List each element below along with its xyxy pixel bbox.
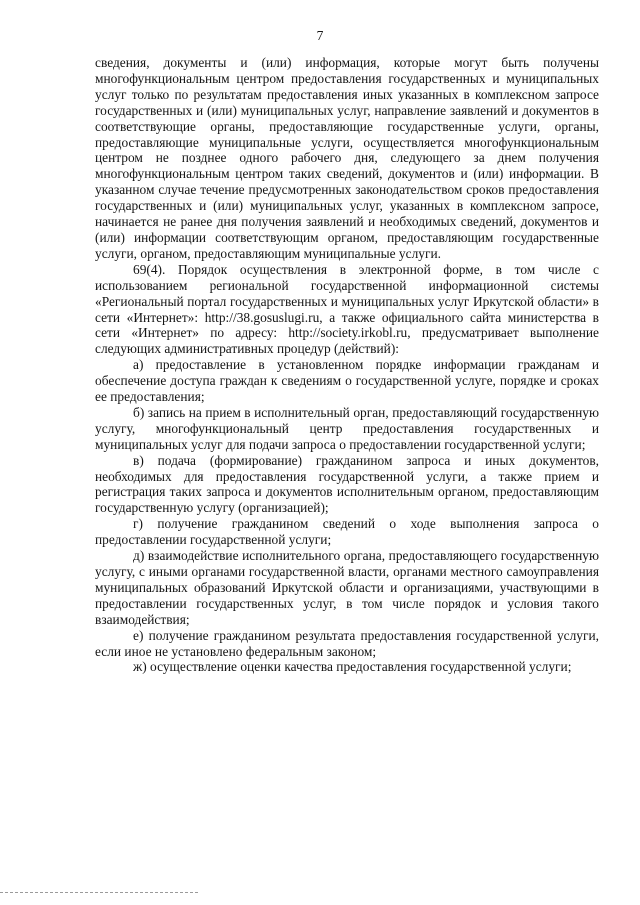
list-item-v: в) подача (формирование) гражданином запроса и иных документов, необходимых для предоставления государственной услуги, а также прием и регистрация таких запроса и документов исполнительным органом, предоставляющим государственную услугу (организацией); [95,452,599,516]
list-item-zh: ж) осуществление оценки качества предоставления государственной услуги; [133,659,572,675]
paragraph-continuation: сведения, документы и (или) информация, которые могут быть получены многофункциональным центром предоставления государственных и муниципальных услуг только по результатам предоставления иных указанных в комплексном запросе государственных и (или) муниципальных услуг, направление заявлений и документов в соответствующие органы, предоставляющие государственные услуги, органы, предоставляющие муниципальные услуги, осуществляется многофункциональным центром не позднее одного рабочего дня, следующего за днем получения многофункциональным центром таких сведений, документов и (или) информации. В указанном случае течение предусмотренных законодательством сроков предоставления государственных и (или) муниципальных услуг, указанных в комплексном запросе, начинается не ранее дня получения заявлений и необходимых сведений, документов и (или) информации соответствующим органом, предоставляющим государственные услуги, органом, предоставляющим муниципальные услуги. [95,55,599,261]
list-item-a: а) предоставление в установленном порядке информации гражданам и обеспечение доступа граждан к сведениям о государственной услуге, порядке и сроках ее предоставления; [95,357,599,405]
list-item-d: д) взаимодействие исполнительного органа, предоставляющего государственную услугу, с иными органами государственной власти, органами местного самоуправления муниципальных образований Иркутской области и организациями, участвующими в предоставлении государственных услуг, в том числе порядок и условия такого взаимодействия; [95,548,599,627]
footer-divider [0,892,200,893]
list-item-e: е) получение гражданином результата предоставления государственной услуги, если иное не установлено федеральным законом; [95,627,599,659]
page-number: 7 [316,28,324,43]
paragraph-69-4: 69(4). Порядок осуществления в электронной форме, в том числе с использованием региональной государственной информационной системы «Региональный портал государственных и муниципальных услуг Иркутской области» в сети «Интернет»: http://38.gosuslugi.ru, а также официального сайта министерства в сети «Интернет» по адресу: http://society.irkobl.ru, предусматривает выполнение следующих административных процедур (действий): [95,261,599,357]
list-item-g: г) получение гражданином сведений о ходе выполнения запроса о предоставлении государственной услуги; [95,516,599,548]
document-body [95,55,599,675]
list-item-b: б) запись на прием в исполнительный орган, предоставляющий государственную услугу, многофункциональный центр предоставления государственных и муниципальных услуг для подачи запроса о предоставлении государственной услуги; [95,404,599,452]
